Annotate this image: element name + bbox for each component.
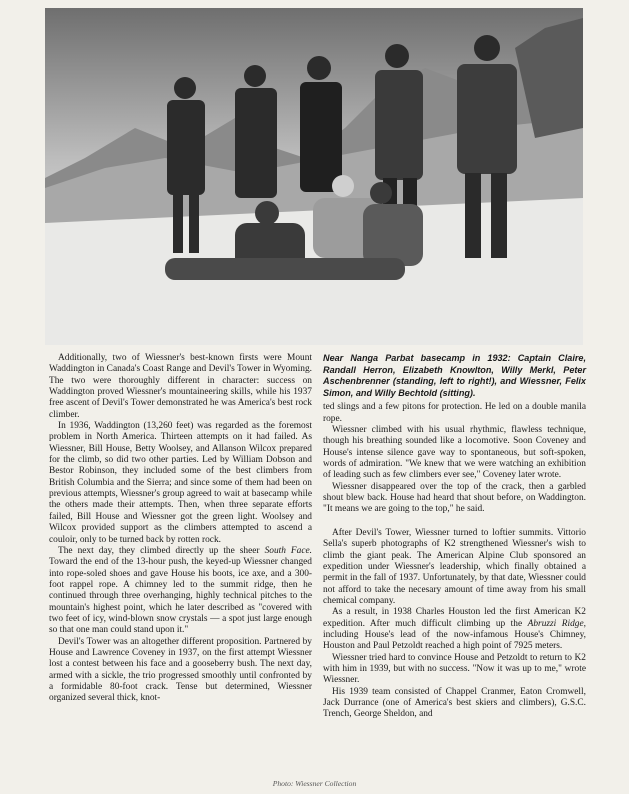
paragraph: In 1936, Waddington (13,260 feet) was regarded as the foremost problem in North America. Thirteen attempts on it had failed. As Wiessner, Bill House, Betty Woolsey, and Allanson Wilcox prepared for the climb, so did two other parties. Led by William Dobson and Bestor Robinson, they included some of the best climbers from British Columbia and the Sierra; and since some of them had been on previous attempts, Wiessner's group agreed to wait at basecamp while the others made their attempts. Then, when three separate efforts failed, Bill House and Wiessner got the green light. Woolsey and Wilcox provided support as the climbers attempted to ascend a couloir, only to be turned back by rotten rock. [49, 421, 312, 545]
paragraph [49, 546, 312, 637]
route-name: Abruzzi Ridge, [527, 618, 586, 629]
article-column-left [49, 353, 312, 705]
paragraph: Additionally, two of Wiessner's best-known firsts were Mount Waddington in Canada's Coast Range and Devil's Tower in Wyoming. The two were thoroughly different in character: success on Waddington proved Wiessner's mountaineering skills, while his 1937 free ascent of Devil's Tower demonstrated he was America's best rock climber. [49, 353, 312, 420]
paragraph-text: As a result, in 1938 Charles Houston led the first American K2 expedition. After much difficult climbing up the [323, 607, 586, 629]
photo-credit: Photo: Wiessner Collection [272, 779, 357, 788]
mountain-group-illustration [45, 8, 583, 345]
paragraph [323, 607, 586, 652]
paragraph: ted slings and a few pitons for protection. He led on a double manila rope. [323, 402, 586, 424]
paragraph: After Devil's Tower, Wiessner turned to loftier summits. Vittorio Sella's superb photographs of K2 strengthened Wiessner's wish to climb the giant peak. The American Alpine Club sponsored an expedition under Wiessner's leadership, which finally obtained a permit in the fall of 1937. Unfortunately, by that date, Wiessner could not afford to take the necesary amount of time away from his small chemical company. [323, 527, 586, 606]
paragraph: Devil's Tower was an altogether different proposition. Partnered by House and Lawrence Coveney in 1937, on the first attempt Wiessner lost a contest between his face and a gooseberry bush. The next day, armed with a sickle, the trio progressed smoothly until confronted by a formidable 80-foot crack. Tense but determined, Wiessner organized several thick, knot- [49, 636, 312, 704]
route-name: South Face. [264, 545, 312, 556]
paragraph: Wiessner climbed with his usual rhythmic, flawless technique, though his breathing sounded like a locomotive. Soon Coveney and House's intense silence gave way to spontaneous, but soft-spoken, words of admiration. "We knew that we were watching an exhibition of leading such as few climbers ever see," Coveney later wrote. [323, 425, 586, 481]
article-column-right [323, 353, 586, 721]
paragraph: Wiessner tried hard to convince House and Petzoldt to return to K2 with him in 1939, but with no success. "Now it was up to me," wrote Wiessner. [323, 652, 586, 686]
paragraph-text: including House's lead of the now-infamous House's Chimney, Houston and Paul Petzoldt reached a high point of 7925 meters. [323, 629, 586, 652]
paragraph: His 1939 team consisted of Chappel Cranmer, Eaton Cromwell, Jack Durrance (one of America's best skiers and climbers), G.S.C. Trench, George Sheldon, and [323, 686, 586, 720]
expedition-photo [45, 8, 583, 345]
paragraph: Wiessner disappeared over the top of the crack, then a garbled shout blew back. House had heard that shout before, on Waddington. "It means we are going to the top," he said. [323, 481, 586, 515]
paragraph-text: Toward the end of the 13-hour push, the keyed-up Wiessner changed into rope-soled shoes and gave House his boots, ice axe, and a 300-foot rappel rope. A chimney led to the summit ridge, then he continued through three overhanging, highly technical pitches to the mountain's highest point, which he later described as "covered with two feet of icy, wind-blown snow crystals — a spot just large enough so that one man could stand upon it." [49, 557, 312, 636]
paragraph-text: The next day, they climbed directly up the sheer [58, 545, 260, 556]
photo-caption: Near Nanga Parbat basecamp in 1932: Captain Claire, Randall Herron, Elizabeth Knowlton, Willy Merkl, Peter Aschenbrenner (standing, left to right!), and Wiessner, Felix Simon, and Willy Bechtold (sitting). [323, 353, 586, 398]
